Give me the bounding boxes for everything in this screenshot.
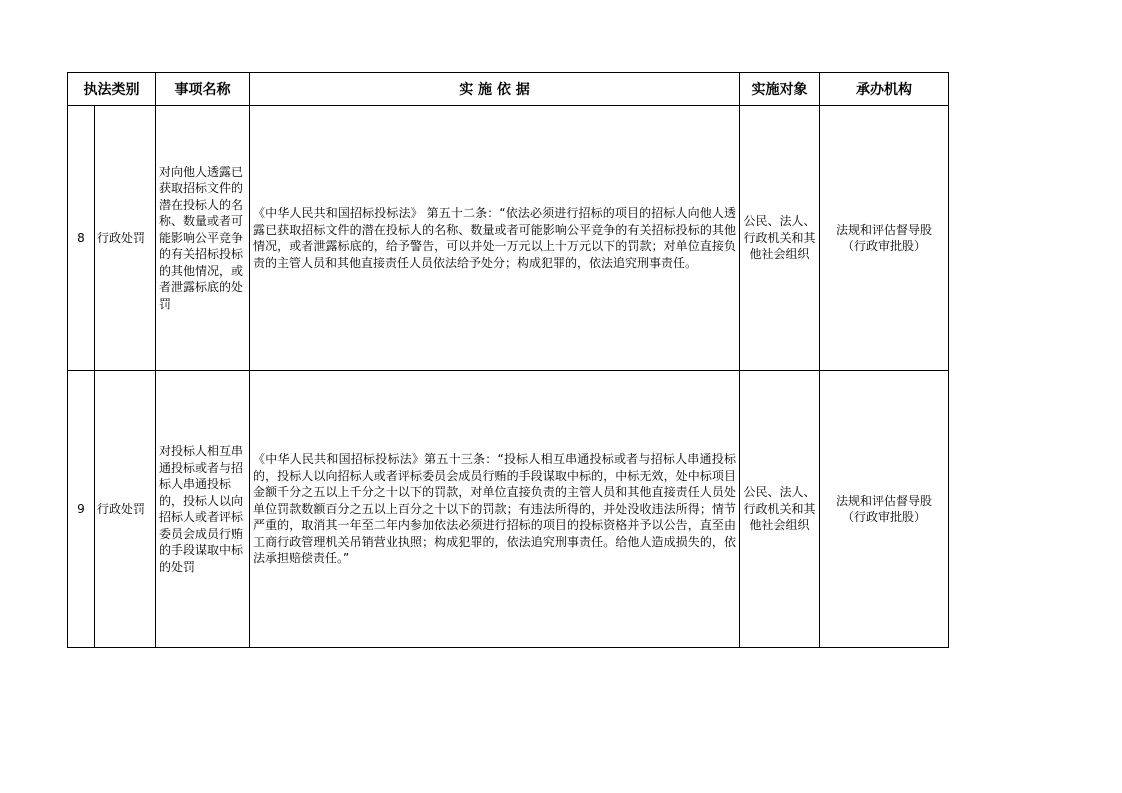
org-sub-name: （行政审批股） (841, 239, 926, 253)
row-category: 行政处罚 (95, 371, 156, 648)
org-name: 法规和评估督导股 (835, 493, 932, 508)
table-row (68, 371, 949, 648)
row-target: 公民、法人、行政机关和其他社会组织 (740, 106, 820, 371)
header-org: 承办机构 (820, 73, 949, 106)
header-category: 执法类别 (68, 73, 156, 106)
row-target: 公民、法人、行政机关和其他社会组织 (740, 371, 820, 648)
row-basis: 《中华人民共和国招标投标法》第五十三条：“投标人相互串通投标或者与招标人串通投标的，投标人以向招标人或者评标委员会成员行贿的手段谋取中标的，中标无效，处中标项目金额千分之五以上千分之十以下的罚款，对单位直接负责的主管人员和其他直接责任人员处单位罚款数额百分之五以上百分之十以下的罚款；有违法所得的，并处没收违法所得；情节严重的，取消其一年至二年内参加依法必须进行招标的项目的投标资格并予以公告，直至由工商行政管理机关吊销营业执照；构成犯罪的，依法追究刑事责任。给他人造成损失的，依法承担赔偿责任。” (250, 371, 740, 648)
row-item-name: 对向他人透露已获取招标文件的潜在投标人的名称、数量或者可能影响公平竞争的有关招标投标的其他情况，或者泄露标底的处罚 (156, 106, 250, 371)
org-name: 法规和评估督导股 (835, 222, 932, 237)
table-header-row (68, 73, 949, 106)
row-number: 8 (68, 106, 95, 371)
row-org (820, 371, 949, 648)
row-item-name: 对投标人相互串通投标或者与招标人串通投标的，投标人以向招标人或者评标委员会成员行贿的手段谋取中标的处罚 (156, 371, 250, 648)
enforcement-table (67, 72, 949, 648)
header-basis: 实 施 依 据 (250, 73, 740, 106)
org-sub-name: （行政审批股） (841, 510, 926, 524)
header-target: 实施对象 (740, 73, 820, 106)
header-item-name: 事项名称 (156, 73, 250, 106)
row-number: 9 (68, 371, 95, 648)
table-row (68, 106, 949, 371)
row-category: 行政处罚 (95, 106, 156, 371)
row-org (820, 106, 949, 371)
row-basis: 《中华人民共和国招标投标法》 第五十二条：“依法必须进行招标的项目的招标人向他人透露已获取招标文件的潜在投标人的名称、数量或者可能影响公平竞争的有关招标投标的其他情况，或者泄露标底的，给予警告，可以并处一万元以上十万元以下的罚款；对单位直接负责的主管人员和其他直接责任人员依法给予处分；构成犯罪的，依法追究刑事责任。 (250, 106, 740, 371)
